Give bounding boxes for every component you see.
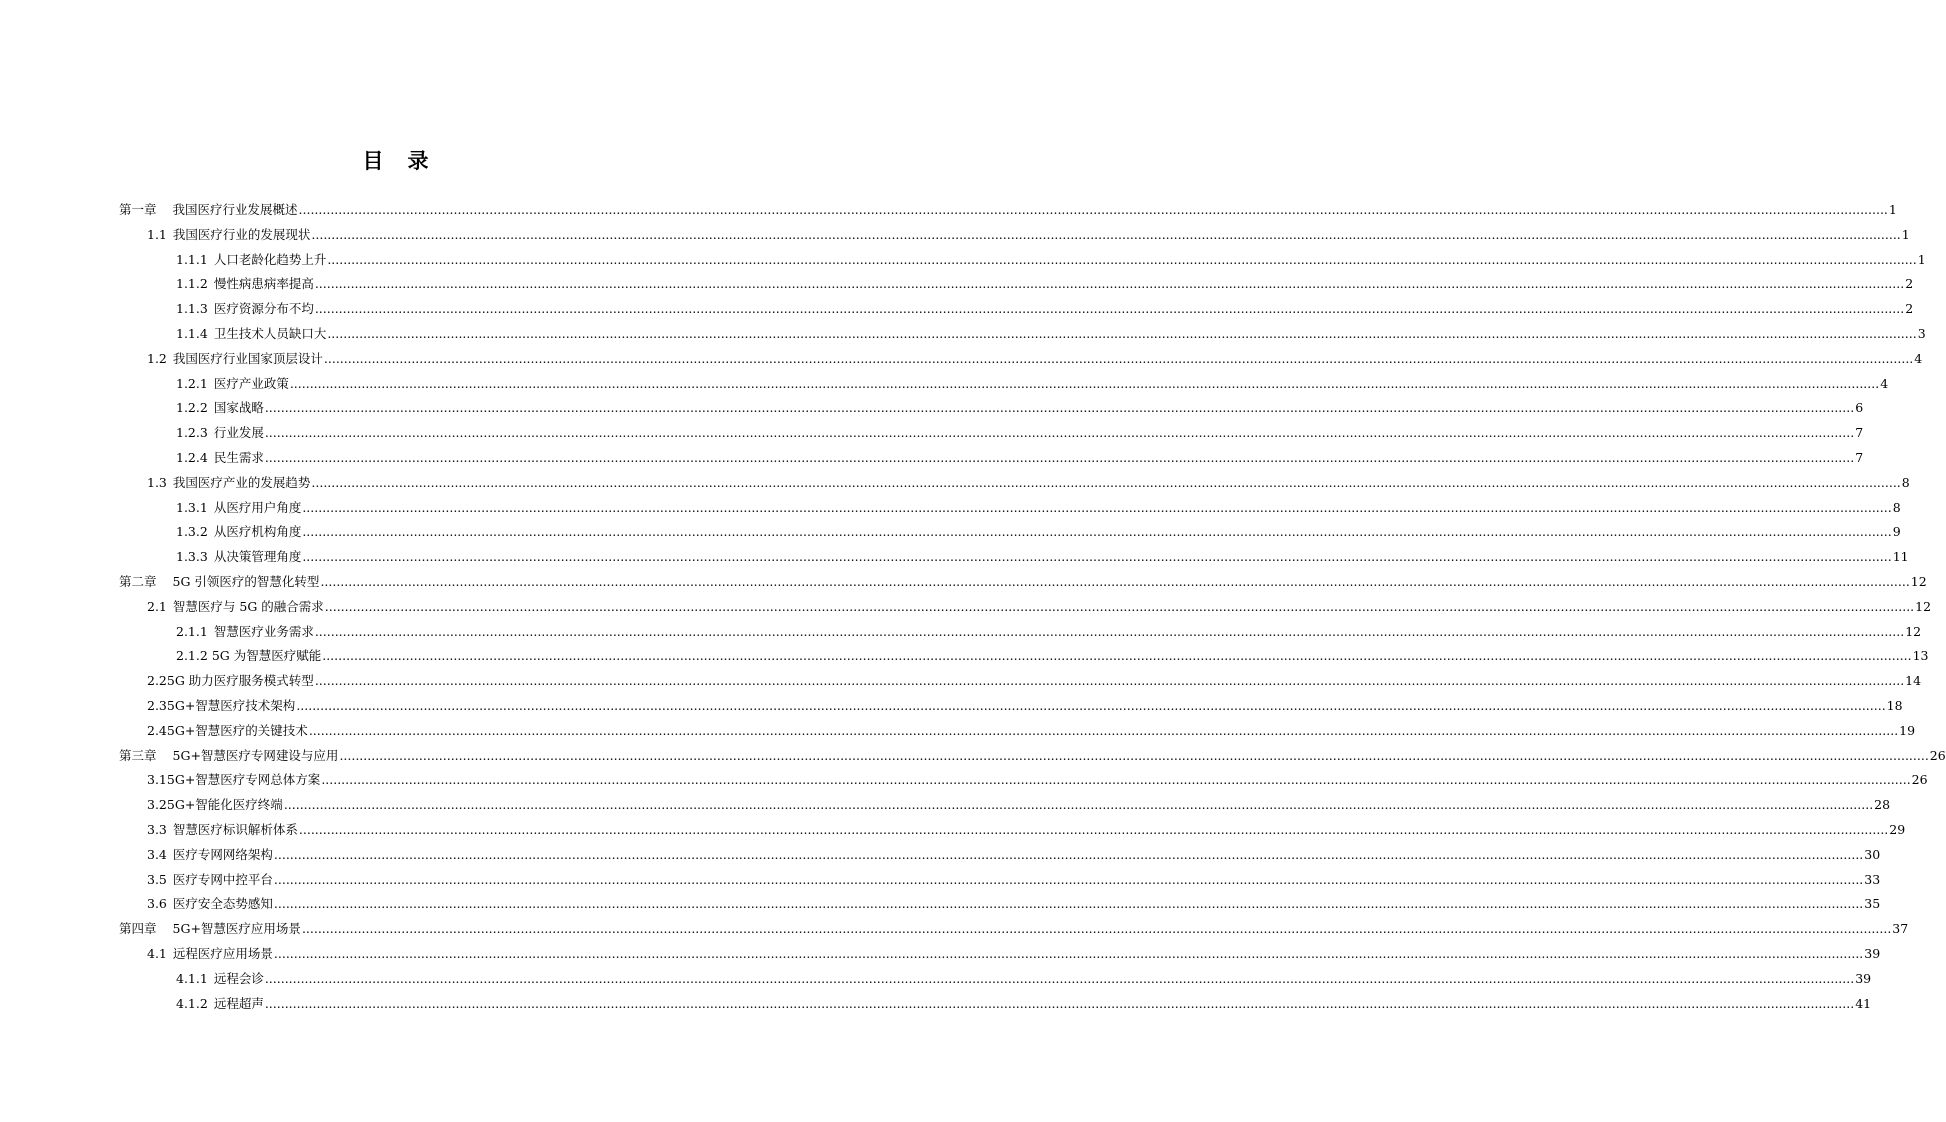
toc-entry-number: 1.3 [147,474,167,490]
dot-leader: ................................................................................................................................................................................................................................................................................................................................................................................................................ [327,251,1917,267]
dot-leader: ................................................................................................................................................................................................................................................................................................................................................................................................................ [321,772,1911,788]
toc-entry-title: 5G+智慧医疗专网建设与应用 [172,747,339,763]
toc-entry-number: 第四章 [119,921,157,937]
toc-entry-page-number: 8 [1892,499,1901,515]
dot-leader: ................................................................................................................................................................................................................................................................................................................................................................................................................ [298,202,1888,217]
dot-leader: ................................................................................................................................................................................................................................................................................................................................................................................................................ [273,846,1864,862]
toc-entry-title: 5G 助力医疗服务模式转型 [166,673,314,689]
toc-entry[interactable] [147,349,1923,369]
toc-entry-page-number: 28 [1874,797,1891,813]
toc-entry-title: 医疗资源分布不均 [213,301,314,317]
toc-entry[interactable] [119,200,1897,220]
toc-entry[interactable] [176,250,1926,270]
toc-entry-title: 5G+智慧医疗专网总体方案 [166,772,321,788]
toc-entry-title: 远程医疗应用场景 [172,946,273,961]
dot-leader: ................................................................................................................................................................................................................................................................................................................................................................................................................ [289,375,1880,391]
toc-entry-page-number: 12 [1915,598,1932,614]
toc-entry-title: 从医疗用户角度 [213,499,302,515]
toc-entry-page-number: 26 [1929,747,1946,763]
toc-entry-number: 4.1 [147,946,167,961]
toc-entry[interactable] [176,622,1922,642]
toc-entry[interactable] [176,522,1901,542]
toc-entry-number: 1.1 [147,226,167,242]
dot-leader: ................................................................................................................................................................................................................................................................................................................................................................................................................ [301,921,1892,937]
dot-leader: ................................................................................................................................................................................................................................................................................................................................................................................................................ [264,450,1855,465]
toc-entry[interactable] [176,423,1864,443]
toc-entry-number: 1.3.1 [176,499,208,515]
toc-entry-title: 我国医疗产业的发展趋势 [172,474,311,490]
toc-entry-number: 1.1.2 [176,276,208,292]
toc-entry[interactable] [176,969,1872,989]
toc-entry-title: 医疗产业政策 [213,375,289,391]
toc-entry-page-number: 1 [1917,251,1926,267]
dot-leader: ................................................................................................................................................................................................................................................................................................................................................................................................................ [273,896,1864,912]
toc-entry-number: 第一章 [119,202,157,217]
toc-entry-page-number: 11 [1892,549,1909,565]
toc-entry-title: 远程超声 [213,995,264,1011]
toc-entry[interactable] [119,746,1946,766]
toc-entry-title: 我国医疗行业发展概述 [172,202,298,217]
dot-leader: ................................................................................................................................................................................................................................................................................................................................................................................................................ [296,698,1886,713]
toc-entry-number: 3.2 [147,797,167,813]
dot-leader: ................................................................................................................................................................................................................................................................................................................................................................................................................ [314,673,1905,689]
toc-entry[interactable] [176,448,1864,468]
toc-entry-title: 国家战略 [213,400,264,416]
dot-leader: ................................................................................................................................................................................................................................................................................................................................................................................................................ [302,549,1892,565]
dot-leader: ................................................................................................................................................................................................................................................................................................................................................................................................................ [308,722,1899,738]
toc-entry-page-number: 14 [1905,673,1922,689]
toc-entry-page-number: 13 [1912,648,1929,664]
toc-entry[interactable] [147,894,1881,914]
dot-leader: ................................................................................................................................................................................................................................................................................................................................................................................................................ [298,822,1889,837]
toc-entry[interactable] [176,274,1914,294]
dot-leader: ................................................................................................................................................................................................................................................................................................................................................................................................................ [283,797,1874,813]
toc-entry-page-number: 2 [1905,276,1914,292]
toc-entry-number: 1.1.3 [176,301,208,317]
title-char-2: 录 [407,149,431,173]
toc-entry[interactable] [147,845,1881,865]
toc-entry[interactable] [147,944,1881,964]
toc-entry[interactable] [176,374,1889,394]
toc-entry-number: 1.2.3 [176,425,208,441]
dot-leader: ................................................................................................................................................................................................................................................................................................................................................................................................................ [264,400,1855,416]
toc-entry[interactable] [147,597,1932,617]
dot-leader: ................................................................................................................................................................................................................................................................................................................................................................................................................ [320,574,1910,589]
toc-entry-title: 智慧医疗与 5G 的融合需求 [172,598,324,614]
dot-leader: ................................................................................................................................................................................................................................................................................................................................................................................................................ [273,871,1864,887]
toc-entry-page-number: 12 [1910,574,1927,589]
toc-entry-title: 医疗安全态势感知 [172,896,273,912]
toc-entry[interactable] [147,473,1910,493]
toc-entry-number: 4.1.2 [176,995,208,1011]
dot-leader: ................................................................................................................................................................................................................................................................................................................................................................................................................ [322,648,1912,664]
toc-entry-title: 从决策管理角度 [213,549,302,565]
toc-entry-title: 远程会诊 [213,970,264,986]
toc-entry-number: 第三章 [119,747,157,763]
toc-entry[interactable] [119,919,1909,939]
toc-entry[interactable] [147,870,1881,890]
toc-entry-title: 5G+智慧医疗技术架构 [166,698,296,713]
dot-leader: ................................................................................................................................................................................................................................................................................................................................................................................................................ [264,995,1855,1011]
toc-entry[interactable] [119,572,1927,592]
page-title [0,146,793,176]
toc-entry-number: 1.2.4 [176,450,208,465]
toc-entry-title: 5G+智能化医疗终端 [166,797,283,813]
toc-entry-page-number: 7 [1855,450,1864,465]
toc-entry-title: 行业发展 [213,425,264,441]
toc-entry-title: 慢性病患病率提高 [213,276,314,292]
toc-entry-page-number: 26 [1911,772,1928,788]
toc-entry-number: 1.1.1 [176,251,208,267]
toc-entry-page-number: 41 [1855,995,1872,1011]
toc-entry[interactable] [176,994,1872,1014]
toc-entry-title: 智慧医疗业务需求 [213,623,314,639]
toc-entry-number: 2.2 [147,673,167,689]
toc-entry-title: 我国医疗行业的发展现状 [172,226,311,242]
dot-leader: ................................................................................................................................................................................................................................................................................................................................................................................................................ [324,598,1915,614]
toc-entry-page-number: 9 [1892,524,1901,540]
toc-entry-number: 1.3.2 [176,524,208,540]
dot-leader: ................................................................................................................................................................................................................................................................................................................................................................................................................ [327,326,1917,341]
toc-entry-page-number: 1 [1888,202,1897,217]
toc-entry[interactable] [176,398,1864,418]
dot-leader: ................................................................................................................................................................................................................................................................................................................................................................................................................ [311,474,1901,490]
toc-entry-number: 2.1 [147,598,167,614]
toc-entry-page-number: 2 [1905,301,1914,317]
dot-leader: ................................................................................................................................................................................................................................................................................................................................................................................................................ [264,425,1855,441]
toc-entry-number: 3.6 [147,896,167,912]
toc-entry-number: 1.2.1 [176,375,208,391]
dot-leader: ................................................................................................................................................................................................................................................................................................................................................................................................................ [273,946,1864,961]
toc-entry-page-number: 4 [1880,375,1889,391]
toc-entry-page-number: 37 [1892,921,1909,937]
toc-entry-page-number: 12 [1905,623,1922,639]
toc-entry[interactable] [176,324,1926,344]
toc-entry[interactable] [147,696,1903,716]
toc-entry-number: 3.1 [147,772,167,788]
toc-entry-title: 卫生技术人员缺口大 [213,326,327,341]
toc-entry-number: 2.1.1 [176,623,208,639]
toc-entry-page-number: 3 [1917,326,1926,341]
dot-leader: ................................................................................................................................................................................................................................................................................................................................................................................................................ [314,276,1905,292]
toc-entry-page-number: 33 [1864,871,1881,887]
toc-entry-page-number: 29 [1889,822,1906,837]
toc-entry-title: 人口老龄化趋势上升 [213,251,327,267]
toc-entry-title: 从医疗机构角度 [213,524,302,540]
toc-entry[interactable] [176,646,1929,666]
dot-leader: ................................................................................................................................................................................................................................................................................................................................................................................................................ [302,499,1892,515]
toc-entry-page-number: 30 [1864,846,1881,862]
toc-entry-page-number: 6 [1855,400,1864,416]
toc-entry-page-number: 1 [1901,226,1910,242]
toc-entry-page-number: 18 [1886,698,1903,713]
toc-entry[interactable] [147,225,1910,245]
toc-entry-page-number: 35 [1864,896,1881,912]
toc-entry-title: 5G 为智慧医疗赋能 [211,648,322,664]
toc-entry-title: 智慧医疗标识解析体系 [172,822,298,837]
toc-entry-number: 3.3 [147,822,167,837]
dot-leader: ................................................................................................................................................................................................................................................................................................................................................................................................................ [302,524,1892,540]
toc-entry-number: 4.1.1 [176,970,208,986]
dot-leader: ................................................................................................................................................................................................................................................................................................................................................................................................................ [323,350,1914,366]
toc-entry[interactable] [176,299,1914,319]
dot-leader: ................................................................................................................................................................................................................................................................................................................................................................................................................ [339,747,1929,763]
toc-entry-number: 3.5 [147,871,167,887]
toc-entry-title: 我国医疗行业国家顶层设计 [172,350,323,366]
toc-entry-page-number: 19 [1899,722,1916,738]
toc-entry-number: 3.4 [147,846,167,862]
toc-entry[interactable] [176,547,1909,567]
dot-leader: ................................................................................................................................................................................................................................................................................................................................................................................................................ [311,226,1901,242]
toc-entry-page-number: 8 [1901,474,1910,490]
toc-entry[interactable] [176,498,1901,518]
toc-entry[interactable] [147,721,1916,741]
toc-entry-page-number: 39 [1864,946,1881,961]
toc-entry[interactable] [147,671,1922,691]
toc-entry-title: 5G+智慧医疗的关键技术 [166,722,308,738]
toc-entry-number: 1.2.2 [176,400,208,416]
toc-entry-number: 1.2 [147,350,167,366]
toc-entry-page-number: 39 [1855,970,1872,986]
toc-entry-number: 2.3 [147,698,167,713]
toc-entry-number: 1.3.3 [176,549,208,565]
toc-entry-number: 第二章 [119,574,157,589]
toc-entry-number: 2.1.2 [176,648,208,664]
dot-leader: ................................................................................................................................................................................................................................................................................................................................................................................................................ [264,970,1855,986]
toc-entry-title: 5G+智慧医疗应用场景 [172,921,301,937]
toc-entry[interactable] [147,820,1906,840]
toc-entry-number: 1.1.4 [176,326,208,341]
toc-entry-title: 医疗专网中控平台 [172,871,273,887]
toc-entry[interactable] [147,770,1928,790]
toc-entry-title: 医疗专网网络架构 [172,846,273,862]
toc-entry-number: 2.4 [147,722,167,738]
toc-entry-title: 5G 引领医疗的智慧化转型 [172,574,320,589]
toc-entry-page-number: 7 [1855,425,1864,441]
title-char-1: 目 [362,149,386,173]
dot-leader: ................................................................................................................................................................................................................................................................................................................................................................................................................ [314,623,1905,639]
toc-entry-title: 民生需求 [213,450,264,465]
toc-entry[interactable] [147,795,1891,815]
dot-leader: ................................................................................................................................................................................................................................................................................................................................................................................................................ [314,301,1905,317]
toc-entry-page-number: 4 [1914,350,1923,366]
